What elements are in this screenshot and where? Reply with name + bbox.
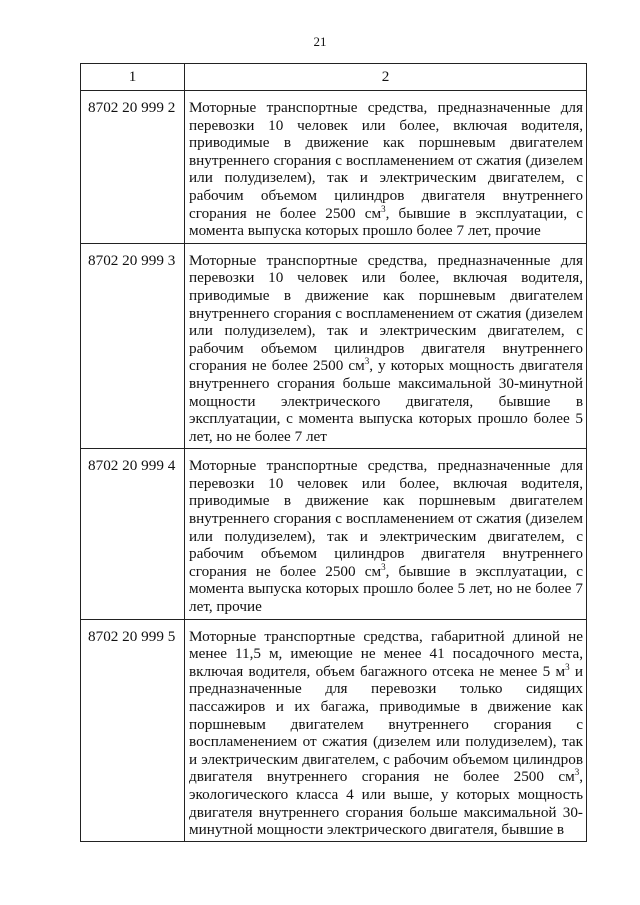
description-text: Моторные транспортные средства, габаритной длиной не менее 11,5 м, имеющие не менее 41 посадочного места, включая водителя, объем багажного отсека не менее 5 м [189, 627, 583, 680]
superscript: 3 [364, 356, 370, 367]
description-text: Моторные транспортные средства, предназначенные для перевозки 10 человек или более, включая водителя, приводимые в движение как поршневым двигателем внутреннего сгорания с воспламенением от сжатия (дизелем или полудизелем), так и электрическим двигателем, с рабочим объемом цилиндров двигателя внутреннего сгорания не более 2500 см [189, 457, 583, 580]
row-description [185, 243, 587, 449]
table-row [81, 449, 587, 619]
row-code: 8702 20 999 3 [81, 243, 185, 449]
superscript: 3 [565, 661, 570, 672]
superscript: 3 [381, 561, 386, 572]
table-row [81, 91, 587, 244]
column-header-1: 1 [81, 64, 185, 91]
description-text: Моторные транспортные средства, предназначенные для перевозки 10 человек или более, включая водителя, приводимые в движение как поршневым двигателем внутреннего сгорания с воспламенением от сжатия (дизелем или полудизелем), так и электрическим двигателем, с рабочим объемом цилиндров двигателя внутреннего сгорания не более 2500 см [189, 99, 583, 222]
table-row [81, 619, 587, 841]
row-description [185, 91, 587, 244]
tariff-table [80, 63, 587, 842]
row-code: 8702 20 999 2 [81, 91, 185, 244]
page-number: 21 [313, 34, 327, 49]
row-code: 8702 20 999 4 [81, 449, 185, 619]
superscript: 3 [381, 203, 386, 214]
row-code: 8702 20 999 5 [81, 619, 185, 841]
description-text: Моторные транспортные средства, предназначенные для перевозки 10 человек или более, включая водителя, приводимые в движение как поршневым двигателем внутреннего сгорания с воспламенением от сжатия (дизелем или полудизелем), так и электрическим двигателем, с рабочим объемом цилиндров двигателя внутреннего сгорания не более 2500 см [189, 251, 583, 375]
superscript: 3 [574, 767, 580, 778]
description-text-cont: , бывшие в эксплуатации, с момента выпуска которых прошло более 5 лет, но не более 7 лет, прочие [189, 562, 583, 616]
description-text-cont: и предназначенные для перевозки только сидящих пассажиров и их багажа, приводимые в движение как поршневым двигателем внутреннего сгорания с воспламенением от сжатия (дизелем или полудизелем), так и электрическим двигателем, с рабочим объемом цилиндров двигателя внутреннего сгорания не более 2500 см [189, 662, 583, 786]
row-description [185, 619, 587, 841]
description-text-cont: , бывшие в эксплуатации, с момента выпуска которых прошло более 7 лет, прочие [189, 204, 583, 240]
description-text-end: , экологического класса 4 или выше, у которых мощность двигателя внутреннего сгорания больше максимальной 30-минутной мощности электрического двигателя, бывшие в [189, 768, 583, 839]
column-header-2: 2 [185, 64, 587, 91]
row-description [185, 449, 587, 619]
table-header-row [81, 64, 587, 91]
table-row [81, 243, 587, 449]
description-text-cont: , у которых мощность двигателя внутреннего сгорания больше максимальной 30-минутной мощности электрического двигателя, бывшие в эксплуатации, с момента выпуска которых прошло более 5 лет, но не более 7 лет [189, 357, 583, 445]
